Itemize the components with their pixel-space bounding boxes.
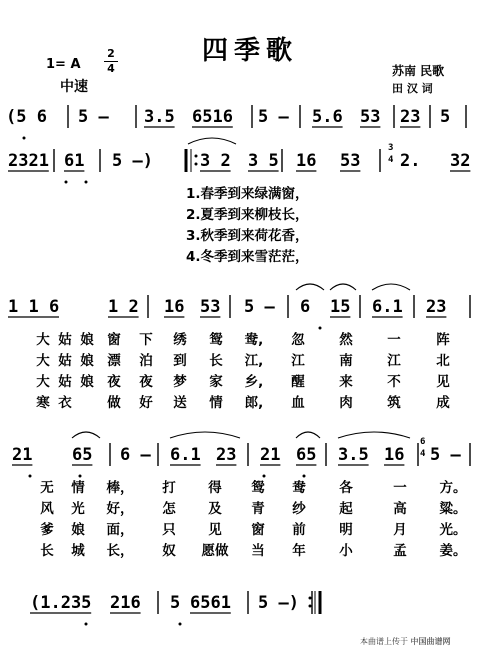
staff3-note-group: 15: [330, 297, 351, 317]
lyric-char: 衣: [58, 395, 72, 411]
lyric-char: 来: [339, 374, 353, 390]
lyric-char: 方。: [439, 480, 467, 496]
staff4-note-group: 65: [72, 445, 93, 465]
meter-change-top: 3: [388, 143, 394, 153]
repeat-dot: [195, 155, 198, 158]
lyric-char: 姑: [58, 332, 72, 348]
lyric-char: 姑: [58, 353, 72, 369]
lyric-char: 娘: [71, 522, 85, 538]
meter-change-bottom: 4: [420, 449, 426, 459]
lyric-char: 奴: [162, 543, 176, 559]
verse-block-2: [32, 330, 468, 414]
slur: [330, 284, 356, 290]
lyric-char: 年: [292, 543, 306, 559]
lyric-char: 漂: [107, 353, 121, 369]
lyric-char: 绣: [173, 332, 187, 348]
low-octave-dot: [65, 181, 68, 184]
staff5-note-group: (1.235: [30, 593, 92, 613]
lyric-char: 娘: [80, 353, 94, 369]
lyric-char: 鸳: [209, 332, 223, 348]
lyric-char: 泊: [139, 353, 153, 369]
staff4-note-group: 21: [12, 445, 33, 465]
slur: [170, 432, 240, 438]
lyric-char: 得: [208, 480, 222, 496]
slur: [296, 284, 324, 290]
staff1-note-group: 53: [360, 107, 381, 127]
lyric-char: 好: [139, 395, 153, 411]
staff2-note-group: 2.: [400, 151, 421, 171]
lyric-char: 长: [209, 353, 223, 369]
lyric-char: 南: [339, 353, 353, 369]
lyric-char: 筑: [387, 395, 401, 411]
lyric-char: 一: [387, 332, 401, 348]
lyric-char: 醒: [291, 374, 305, 390]
staff1-note-group: 3.5: [144, 107, 175, 127]
staff2-note-group: 3 2: [200, 151, 231, 171]
staff1-note-group: (5 6: [6, 107, 47, 127]
key-signature: 1= A: [46, 57, 81, 72]
lyric-char: 大: [36, 332, 50, 348]
staff4-note-group: 3.5: [338, 445, 369, 465]
verse-row: [32, 372, 468, 393]
verse-row: [32, 541, 478, 562]
lyric-char: 各: [339, 480, 353, 496]
lyric-char: 江,: [244, 353, 264, 369]
staff3-note-group: 16: [164, 297, 185, 317]
repeat-dot: [309, 605, 312, 608]
lyric-char: 怎: [162, 501, 176, 517]
lyric-char: 当: [251, 543, 265, 559]
verse-row: [32, 520, 478, 541]
staff3-note-group: 6.1: [372, 297, 403, 317]
lyric-char: 不: [387, 374, 401, 390]
lyric-char: 乡,: [244, 374, 264, 390]
staff5-note-group: 5: [170, 593, 181, 613]
verse-block-1: [186, 184, 309, 268]
verse-row: [32, 351, 468, 372]
lyric-char: 忽: [291, 332, 305, 348]
lyric-char: 鸯: [292, 480, 306, 496]
lyric-char: 好，: [106, 501, 134, 517]
lyricist-credit: 田 汉 词: [392, 82, 433, 95]
staff1-note-group: 23: [400, 107, 421, 127]
lyric-char: 只: [162, 522, 176, 538]
low-octave-dot: [23, 137, 26, 140]
staff3-note-group: 1 2: [108, 297, 139, 317]
repeat-dot: [195, 163, 198, 166]
staff1-note-group: 6516: [192, 107, 233, 127]
repeat-dot: [309, 597, 312, 600]
staff2-note-group: 3 5: [248, 151, 279, 171]
lyric-char: 送: [173, 395, 187, 411]
lyric-char: 明: [339, 522, 353, 538]
lyric-char: 做: [107, 395, 121, 411]
slur: [338, 432, 410, 438]
verse-3-line: 3.秋季到来荷花香，: [186, 228, 309, 244]
staff3-note-group: 23: [426, 297, 447, 317]
lyric-char: 棒，: [106, 480, 134, 496]
time-signature-top: 2: [107, 47, 115, 60]
lyric-char: 鸯,: [244, 332, 264, 348]
staff4-note-group: 21: [260, 445, 281, 465]
staff2-note-group: 2321: [8, 151, 49, 171]
lyric-char: 面，: [106, 522, 134, 538]
credit-text: 本曲谱上传于: [360, 637, 408, 646]
low-octave-dot: [85, 181, 88, 184]
staff2-note-group: 32: [450, 151, 471, 171]
verse-2-line: 2.夏季到来柳枝长，: [186, 207, 309, 223]
lyric-char: 光: [71, 501, 85, 517]
lyric-char: 情: [71, 480, 85, 496]
lyric-char: 纱: [292, 501, 306, 517]
lyric-char: 北: [436, 353, 450, 369]
lyric-char: 及: [208, 501, 222, 517]
lyric-char: 夜: [107, 374, 121, 390]
lyric-char: 阵: [436, 332, 450, 348]
staff4-note-group: 5 —: [430, 445, 461, 465]
lyric-char: 窗: [251, 522, 265, 538]
meter-change-top: 6: [420, 437, 426, 447]
lyric-char: 大: [36, 353, 50, 369]
lyric-char: 青: [251, 501, 265, 517]
slur: [296, 432, 320, 438]
low-octave-dot: [85, 623, 88, 626]
site-logo: 中国曲谱网: [410, 637, 451, 646]
lyric-char: 成: [436, 395, 450, 411]
staff5-note-group: 6561: [190, 593, 231, 613]
verse-row: [32, 478, 478, 499]
lyric-char: 娘: [80, 332, 94, 348]
lyric-char: 寒: [36, 395, 50, 411]
lyric-char: 起: [339, 501, 353, 517]
upload-credit: [360, 636, 451, 647]
staff2-note-group: 5 —): [112, 151, 153, 171]
lyric-char: 娘: [80, 374, 94, 390]
staff1-note-group: 5 —: [78, 107, 109, 127]
lyric-char: 下: [139, 332, 153, 348]
lyric-char: 长: [40, 543, 54, 559]
meter-change-bottom: 4: [388, 155, 394, 165]
lyric-char: 鸳: [251, 480, 265, 496]
lyric-char: 大: [36, 374, 50, 390]
staff4-note-group: 16: [384, 445, 405, 465]
lyric-char: 姜。: [439, 543, 467, 559]
lyric-char: 长，: [106, 543, 134, 559]
verse-1-line: 1.春季到来绿满窗，: [186, 186, 309, 202]
staff2-note-group: 16: [296, 151, 317, 171]
lyric-char: 无: [40, 480, 54, 496]
lyric-char: 见: [208, 522, 222, 538]
lyric-char: 高: [393, 501, 407, 517]
staff3-note-group: 53: [200, 297, 221, 317]
lyric-char: 血: [291, 395, 305, 411]
time-signature-bottom: 4: [107, 62, 115, 75]
lyric-char: 情: [209, 395, 223, 411]
lyric-char: 夜: [139, 374, 153, 390]
slur: [72, 432, 100, 438]
lyric-char: 江: [387, 353, 401, 369]
lyric-char: 打: [162, 480, 176, 496]
staff5-note-group: 5 —): [258, 593, 299, 613]
verse-row: [32, 330, 468, 351]
staff4-note-group: 23: [216, 445, 237, 465]
lyric-char: 然: [339, 332, 353, 348]
lyric-char: 城: [71, 543, 85, 559]
slur: [372, 284, 410, 290]
lyric-char: 愿做: [201, 543, 229, 559]
verse-4-line: 4.冬季到来雪茫茫，: [186, 249, 309, 265]
song-origin: 苏南 民歌: [392, 64, 445, 78]
staff4-note-group: 65: [296, 445, 317, 465]
slur: [188, 138, 236, 144]
lyric-char: 前: [292, 522, 306, 538]
staff3-note-group: 5 —: [244, 297, 275, 317]
staff1-note-group: 5.6: [312, 107, 343, 127]
staff3-note-group: 6: [300, 297, 311, 317]
lyric-char: 姑: [58, 374, 72, 390]
lyric-char: 月: [393, 522, 407, 538]
song-title: 四季歌: [201, 36, 298, 66]
verse-row: [32, 499, 478, 520]
lyric-char: 窗: [107, 332, 121, 348]
lyric-char: 肉: [339, 395, 353, 411]
lyric-char: 爹: [40, 522, 54, 538]
lyric-char: 家: [209, 374, 223, 390]
verse-row: [32, 393, 468, 414]
lyric-char: 小: [339, 543, 353, 559]
tempo-marking: 中速: [60, 79, 88, 95]
lyric-char: 江: [291, 353, 305, 369]
staff1-note-group: 5: [440, 107, 451, 127]
staff5-note-group: 216: [110, 593, 141, 613]
lyric-char: 孟: [393, 543, 407, 559]
lyric-char: 到: [173, 353, 187, 369]
lyric-char: 光。: [439, 522, 467, 538]
staff2-note-group: 61: [64, 151, 85, 171]
lyric-char: 郎,: [244, 395, 264, 411]
lyric-char: 梦: [173, 374, 187, 390]
lyric-char: 一: [393, 480, 407, 496]
lyric-char: 见: [436, 374, 450, 390]
lyric-char: 风: [40, 501, 54, 517]
staff4-note-group: 6 —: [120, 445, 151, 465]
lyric-char: 粱。: [439, 501, 467, 517]
verse-block-3: [32, 478, 478, 562]
staff2-note-group: 53: [340, 151, 361, 171]
staff3-note-group: 1 1 6: [8, 297, 60, 317]
staff4-note-group: 6.1: [170, 445, 201, 465]
low-octave-dot: [179, 623, 182, 626]
staff1-note-group: 5 —: [258, 107, 289, 127]
